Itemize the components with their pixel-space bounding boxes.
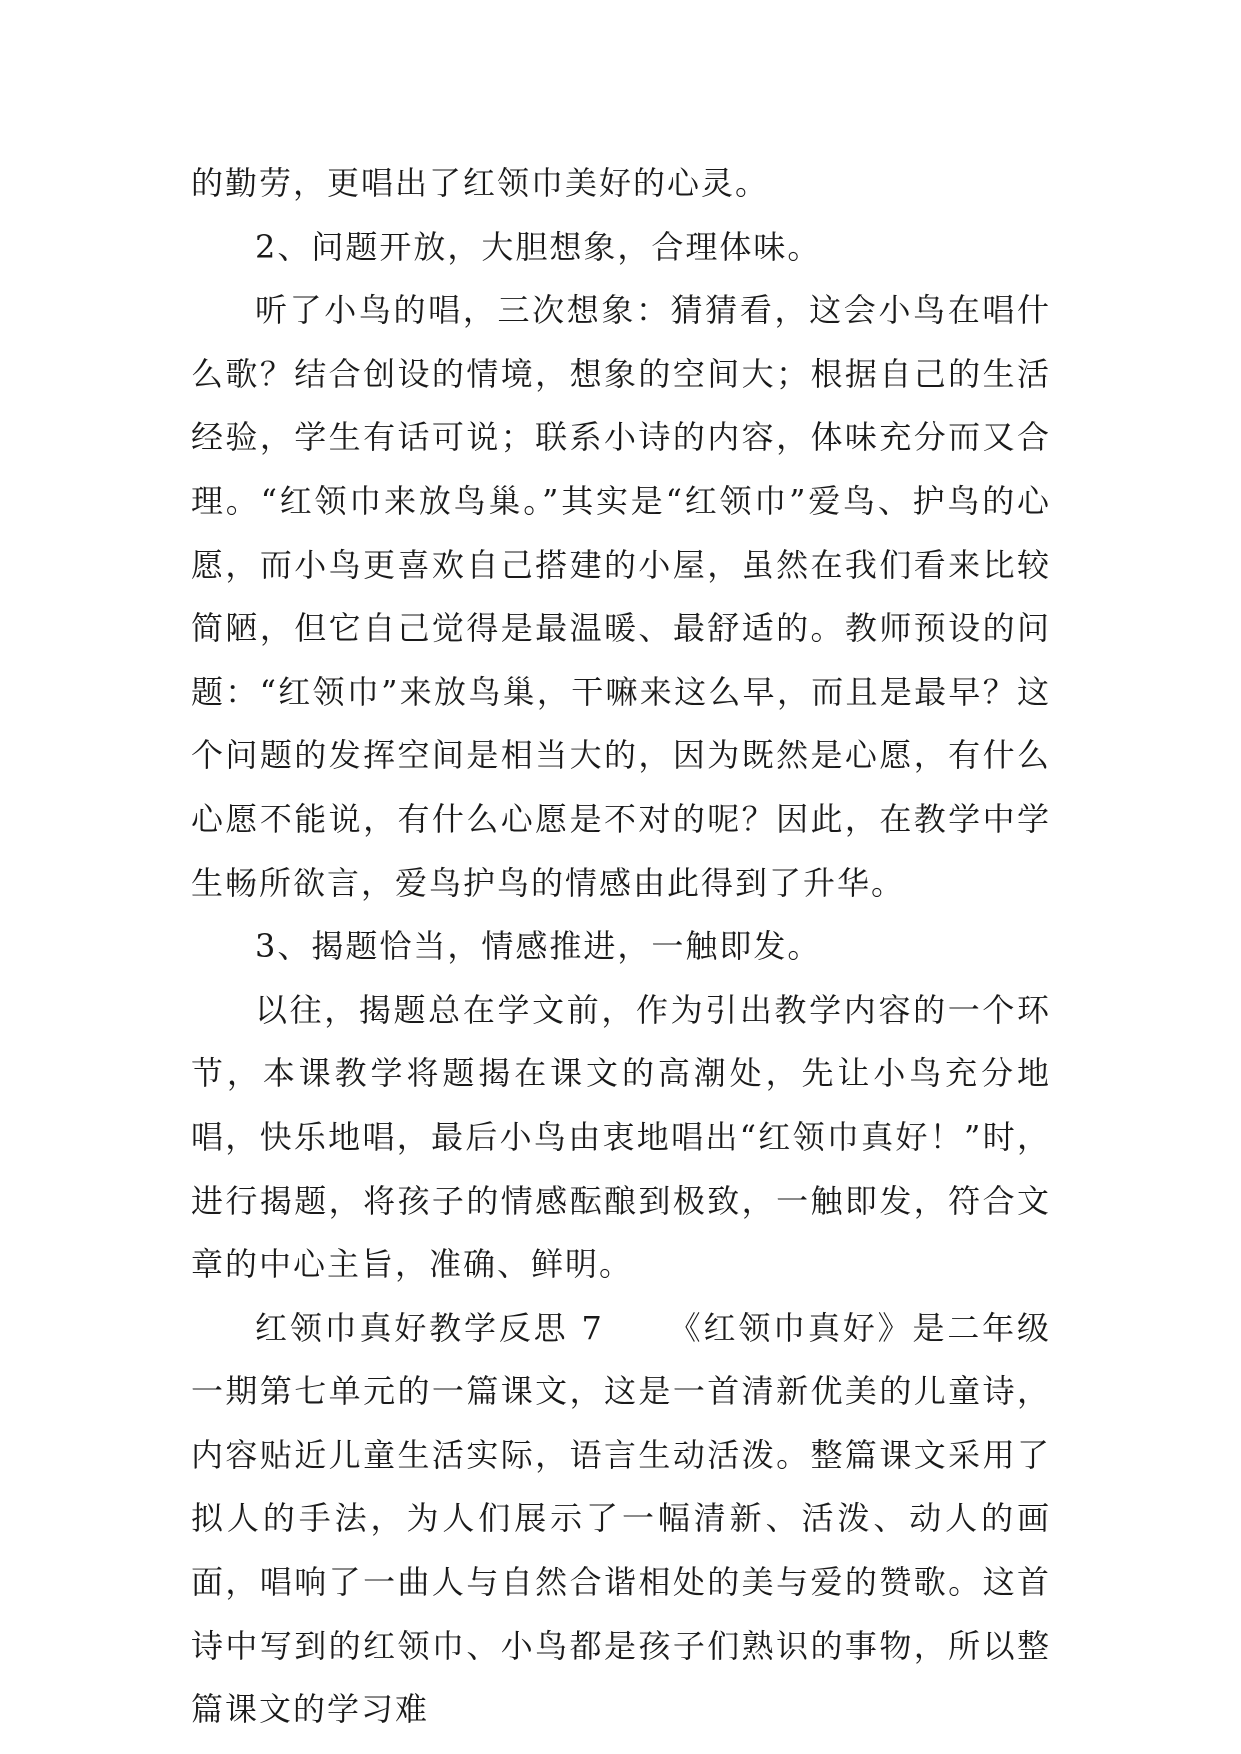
section-body: 《红领巾真好》是二年级一期第七单元的一篇课文，这是一首清新优美的儿童诗，内容贴近儿童生活实际，语言生动活泼。整篇课文采用了拟人的手法，为人们展示了一幅清新、活泼、动人的画面，唱响了一曲人与自然合谐相处的美与爱的赞歌。这首诗中写到的红领巾、小鸟都是孩子们熟识的事物，所以整篇课文的学习难 <box>191 1308 1051 1729</box>
paragraph-point-3-body: 以往，揭题总在学文前，作为引出教学内容的一个环节，本课教学将题揭在课文的高潮处，先让小鸟充分地唱，快乐地唱，最后小鸟由衷地唱出“红领巾真好！”时，进行揭题，将孩子的情感酝酿到极致，一触即发，符合文章的中心主旨，准确、鲜明。 <box>191 990 1051 1284</box>
paragraph-point-2-heading: 2、问题开放，大胆想象，合理体味。 <box>255 227 822 266</box>
paragraph-section-7 <box>191 1297 1051 1742</box>
document-body <box>191 152 1051 1742</box>
paragraph-point-3-heading: 3、揭题恰当，情感推进，一触即发。 <box>255 927 822 966</box>
paragraph-point-2-body: 听了小鸟的唱，三次想象：猜猜看，这会小鸟在唱什么歌？结合创设的情境，想象的空间大；根据自己的生活经验，学生有话可说；联系小诗的内容，体味充分而又合理。“红领巾来放鸟巢。”其实是“红领巾”爱鸟、护鸟的心愿，而小鸟更喜欢自己搭建的小屋，虽然在我们看来比较简陋，但它自己觉得是最温暖、最舒适的。教师预设的问题：“红领巾”来放鸟巢，干嘛来这么早，而且是最早？这个问题的发挥空间是相当大的，因为既然是心愿，有什么心愿不能说，有什么心愿是不对的呢？因此，在教学中学生畅所欲言，爱鸟护鸟的情感由此得到了升华。 <box>191 291 1051 902</box>
section-heading: 红领巾真好教学反思 7 <box>255 1308 604 1347</box>
paragraph-continuation: 的勤劳，更唱出了红领巾美好的心灵。 <box>191 164 770 202</box>
